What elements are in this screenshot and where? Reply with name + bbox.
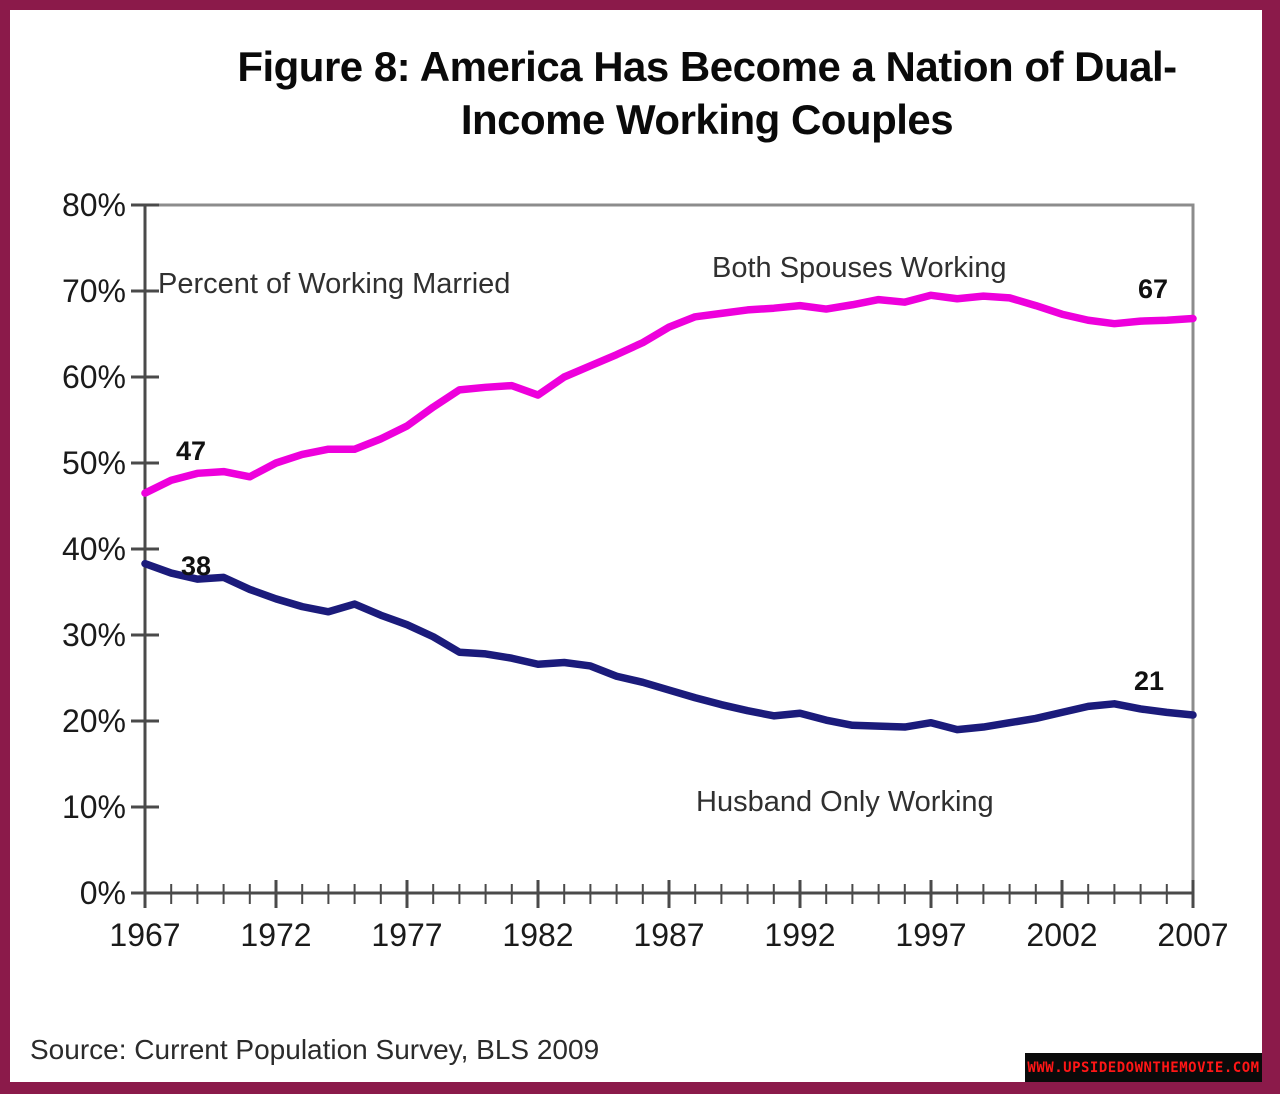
y-tick-label: 0% xyxy=(79,875,126,911)
source-note: Source: Current Population Survey, BLS 2009 xyxy=(30,1034,600,1065)
x-tick-label: 1982 xyxy=(502,917,574,953)
chart-title-line1: Figure 8: America Has Become a Nation of Dual- xyxy=(237,43,1177,90)
y-tick-label: 80% xyxy=(61,187,126,223)
x-tick-label: 1997 xyxy=(895,917,967,953)
x-tick-label: 1987 xyxy=(633,917,705,953)
y-tick-label: 20% xyxy=(61,703,126,739)
y-tick-label: 40% xyxy=(61,531,126,567)
y-tick-label: 50% xyxy=(61,445,126,481)
y-tick-label: 10% xyxy=(61,789,126,825)
line-both-spouses-working xyxy=(145,295,1193,493)
label-series-start-husband-only: 38 xyxy=(181,551,212,581)
y-tick-label: 30% xyxy=(61,617,126,653)
x-tick-label: 1992 xyxy=(764,917,836,953)
watermark: WWW.UPSIDEDOWNTHEMOVIE.COM xyxy=(1025,1053,1262,1082)
label-series-end-husband-only: 21 xyxy=(1134,666,1165,696)
x-tick-label: 1972 xyxy=(240,917,312,953)
label-series-start-both-spouses: 47 xyxy=(176,436,207,466)
annotation-percent-working-married: Percent of Working Married xyxy=(158,268,511,300)
x-tick-label: 2002 xyxy=(1026,917,1098,953)
line-husband-only-working xyxy=(145,564,1193,730)
annotation-husband-only-working: Husband Only Working xyxy=(696,786,994,818)
x-tick-label: 1967 xyxy=(109,917,181,953)
x-tick-label: 2007 xyxy=(1157,917,1229,953)
y-tick-label: 60% xyxy=(61,359,126,395)
x-tick-label: 1977 xyxy=(371,917,443,953)
y-tick-label: 70% xyxy=(61,273,126,309)
annotation-both-spouses-working: Both Spouses Working xyxy=(712,252,1007,284)
chart-title-line2: Income Working Couples xyxy=(460,96,954,143)
label-series-end-both-spouses: 67 xyxy=(1138,274,1169,304)
